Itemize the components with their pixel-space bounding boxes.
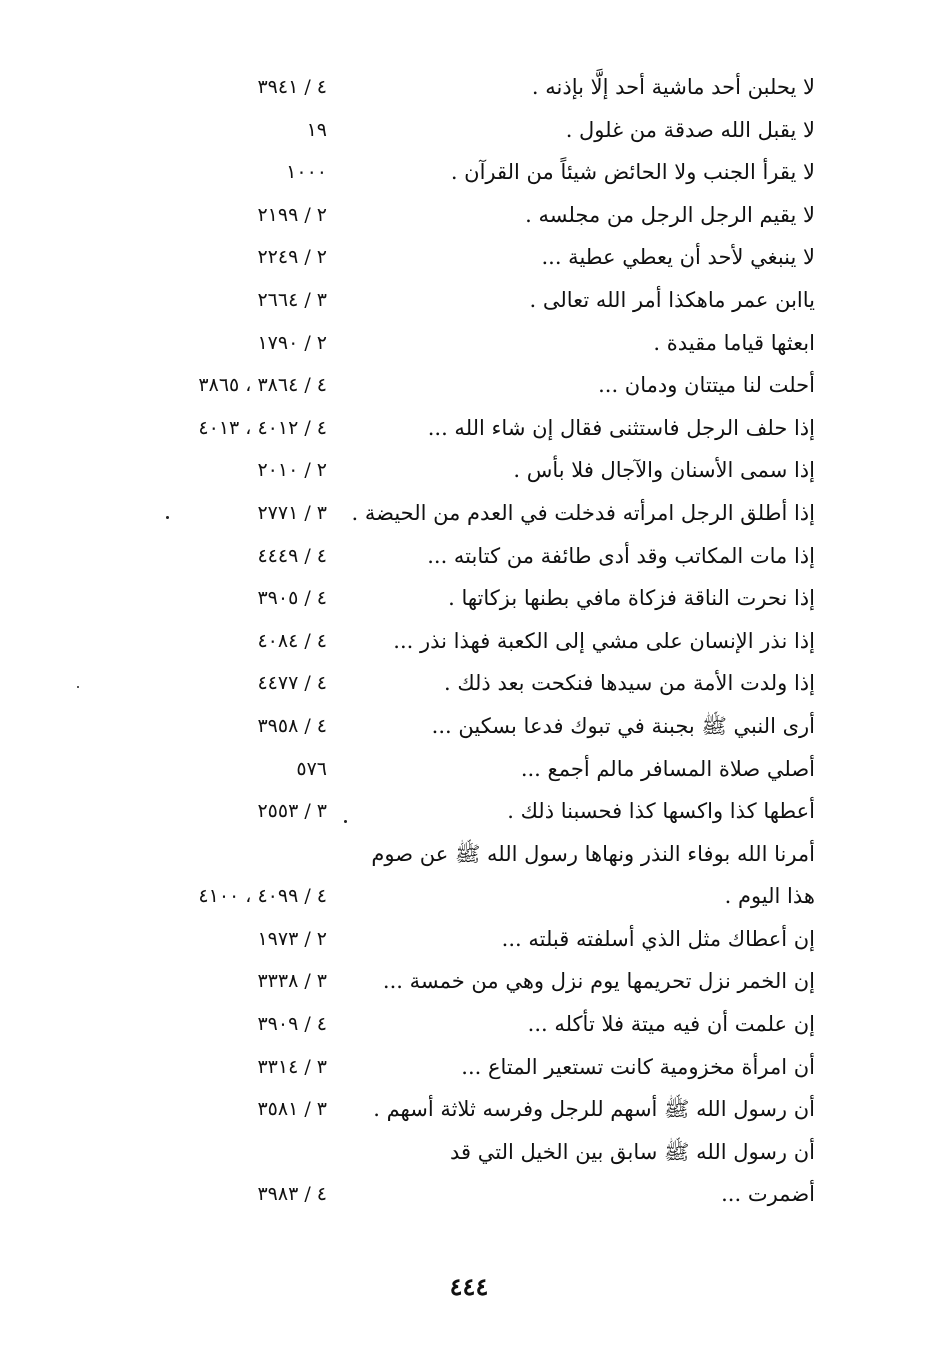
index-entry	[100, 236, 815, 279]
entry-text: إن أعطاك مثل الذي أسلفته قبلته ...	[501, 926, 815, 951]
entry-reference: ٢ / ٢٢٤٩	[257, 246, 327, 269]
entry-text: ابعثها قياما مقيدة .	[653, 330, 815, 355]
entry-reference: ٤ / ٣٩٠٩	[257, 1013, 327, 1036]
entry-reference: ٤ / ٣٩٠٥	[257, 587, 327, 610]
index-entry	[100, 194, 815, 237]
entry-text: لا ينبغي لأحد أن يعطي عطية ...	[541, 245, 815, 270]
index-entry	[100, 1131, 815, 1174]
entry-text: أن رسول الله ﷺ أسهم للرجل وفرسه ثلاثة أسهم .	[373, 1097, 815, 1122]
entry-text: أمرنا الله بوفاء النذر ونهاها رسول الله ﷺ عن صوم	[371, 841, 815, 866]
entry-reference: ٢ / ٢١٩٩	[257, 203, 327, 226]
index-entry	[100, 279, 815, 322]
entry-reference: ٤ / ٤٠١٢ ، ٤٠١٣	[198, 416, 327, 439]
index-entry	[100, 577, 815, 620]
entry-text: لا يحلبن أحد ماشية أحد إلَّا بإذنه .	[531, 75, 815, 99]
entry-text: إذا ولدت الأمة من سيدها فنكحت بعد ذلك .	[443, 671, 815, 696]
index-entry	[100, 407, 815, 450]
entry-text: أن رسول الله ﷺ سابق بين الخيل التي قد	[450, 1139, 815, 1164]
entry-text: ياابن عمر ماهكذا أمر الله تعالى .	[529, 287, 815, 312]
entry-text: أضمرت ...	[721, 1182, 815, 1207]
entry-text: لا يقيم الرجل الرجل من مجلسه .	[525, 202, 815, 227]
entry-reference: ٣ / ٣٣٣٨	[257, 970, 327, 993]
entry-reference: ٤ / ٤٤٧٧	[257, 672, 327, 695]
index-entry	[100, 364, 815, 407]
index-entry	[100, 918, 815, 961]
index-entry	[100, 151, 815, 194]
entry-reference: ٣ / ٣٥٨١	[257, 1098, 327, 1121]
entry-reference: ٣ / ٢٦٦٤	[257, 288, 327, 311]
entry-text: إذا نحرت الناقة فزكاة مافي بطنها بزكاتها .	[448, 586, 815, 611]
entry-reference: ٣ / ٢٧٧١	[257, 501, 327, 524]
index-entry	[100, 620, 815, 663]
entry-reference: ١٩	[306, 118, 327, 141]
entry-text: أعطها كذا واكسها كذا فحسبنا ذلك .	[507, 799, 815, 824]
page-number: ٤٤٤	[449, 1272, 489, 1301]
hadith-index-list	[100, 66, 815, 1216]
index-entry	[100, 535, 815, 578]
entry-text: إذا مات المكاتب وقد أدى طائفة من كتابته ...	[427, 543, 815, 568]
entry-text: أصلي صلاة المسافر مالم أجمع ...	[520, 756, 815, 781]
index-entry	[100, 449, 815, 492]
entry-text: لا يقرأ الجنب ولا الحائض شيئاً من القرآن .	[450, 160, 815, 185]
entry-reference: ٤ / ٣٩٨٣	[257, 1183, 327, 1206]
index-entry	[100, 1003, 815, 1046]
entry-text: إذا حلف الرجل فاستثنى فقال إن شاء الله ...	[427, 415, 815, 440]
entry-reference: ٤ / ٤٤٤٩	[257, 544, 327, 567]
entry-text: أن امرأة مخزومية كانت تستعير المتاع ...	[461, 1054, 815, 1079]
index-entry	[100, 705, 815, 748]
index-entry	[100, 662, 815, 705]
entry-text: أرى النبي ﷺ بجبنة في تبوك فدعا بسكين ...	[431, 713, 815, 738]
entry-reference: ٤ / ٤٠٨٤	[257, 629, 327, 652]
index-entry	[100, 66, 815, 109]
entry-reference: ٣ / ٣٣١٤	[257, 1055, 327, 1078]
entry-text: إن الخمر نزل تحريمها يوم نزل وهي من خمسة ...	[382, 969, 815, 994]
entry-text: إذا نذر الإنسان على مشي إلى الكعبة فهذا نذر ...	[393, 628, 815, 653]
index-entry	[100, 1173, 815, 1216]
entry-reference: ٥٧٦	[296, 757, 327, 780]
entry-reference: ٤ / ٣٨٦٤ ، ٣٨٦٥	[198, 374, 327, 397]
index-entry	[100, 1046, 815, 1089]
entry-text: أحلت لنا ميتتان ودمان ...	[598, 373, 815, 398]
stray-dot-mark	[77, 686, 79, 688]
index-entry	[100, 109, 815, 152]
entry-reference: ٢ / ١٧٩٠	[257, 331, 327, 354]
index-entry	[100, 790, 815, 833]
entry-reference: ٢ / ١٩٧٣	[257, 927, 327, 950]
entry-text: لا يقبل الله صدقة من غلول .	[565, 117, 815, 142]
entry-reference: ٤ / ٤٠٩٩ ، ٤١٠٠	[198, 885, 327, 908]
entry-reference: ٢ / ٢٠١٠	[257, 459, 327, 482]
stray-dot-mark	[166, 516, 169, 519]
index-entry	[100, 748, 815, 791]
entry-reference: ٣ / ٢٥٥٣	[257, 800, 327, 823]
entry-text: إذا أطلق الرجل امرأته فدخلت في العدم من الحيضة .	[351, 500, 815, 525]
entry-text: هذا اليوم .	[724, 884, 815, 909]
index-entry	[100, 833, 815, 876]
entry-reference: ٤ / ٣٩٤١	[257, 76, 327, 98]
index-entry	[100, 492, 815, 535]
entry-text: إذا سمى الأسنان والآجال فلا بأس .	[513, 458, 815, 483]
entry-text: إن علمت أن فيه ميتة فلا تأكله ...	[527, 1012, 815, 1037]
index-entry	[100, 322, 815, 365]
index-entry	[100, 1088, 815, 1131]
stray-dot-mark	[344, 820, 347, 823]
index-entry	[100, 960, 815, 1003]
entry-reference: ٤ / ٣٩٥٨	[257, 714, 327, 737]
index-entry	[100, 875, 815, 918]
entry-reference: ١٠٠٠	[286, 161, 327, 184]
